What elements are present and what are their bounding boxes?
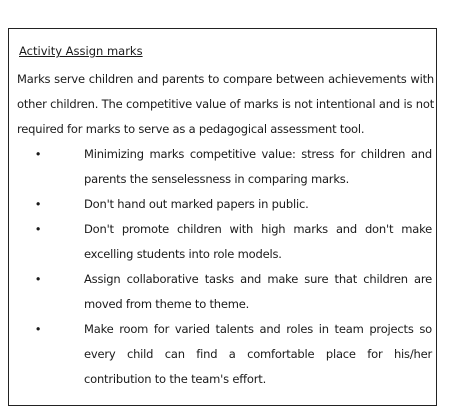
bullet-icon: • xyxy=(34,222,42,236)
list-item xyxy=(0,192,432,217)
list-item xyxy=(0,317,432,392)
list-item xyxy=(0,217,432,267)
bullet-icon: • xyxy=(34,272,42,286)
list-item xyxy=(0,267,432,317)
intro-paragraph: Marks serve children and parents to compare between achievements with other children. The competitive value of marks is not intentional and is not required for marks to serve as a pedagogical assessment tool. xyxy=(17,72,434,136)
list-item-text: Minimizing marks competitive value: stress for children and parents the senselessness in comparing marks. xyxy=(84,147,432,186)
list-item-text: Don't promote children with high marks and don't make excelling students into role models. xyxy=(84,222,432,261)
bullet-icon: • xyxy=(34,147,42,161)
guidelines-list xyxy=(0,142,463,392)
activity-heading: Activity Assign marks xyxy=(19,44,143,58)
list-item xyxy=(0,142,432,192)
bullet-icon: • xyxy=(34,197,42,211)
list-item-text: Assign collaborative tasks and make sure that children are moved from theme to theme. xyxy=(84,272,432,311)
list-item-text: Make room for varied talents and roles in team projects so every child can find a comfortable place for his/her contribution to the team's effort. xyxy=(84,322,432,386)
bullet-icon: • xyxy=(34,322,42,336)
list-item-text: Don't hand out marked papers in public. xyxy=(84,197,309,211)
